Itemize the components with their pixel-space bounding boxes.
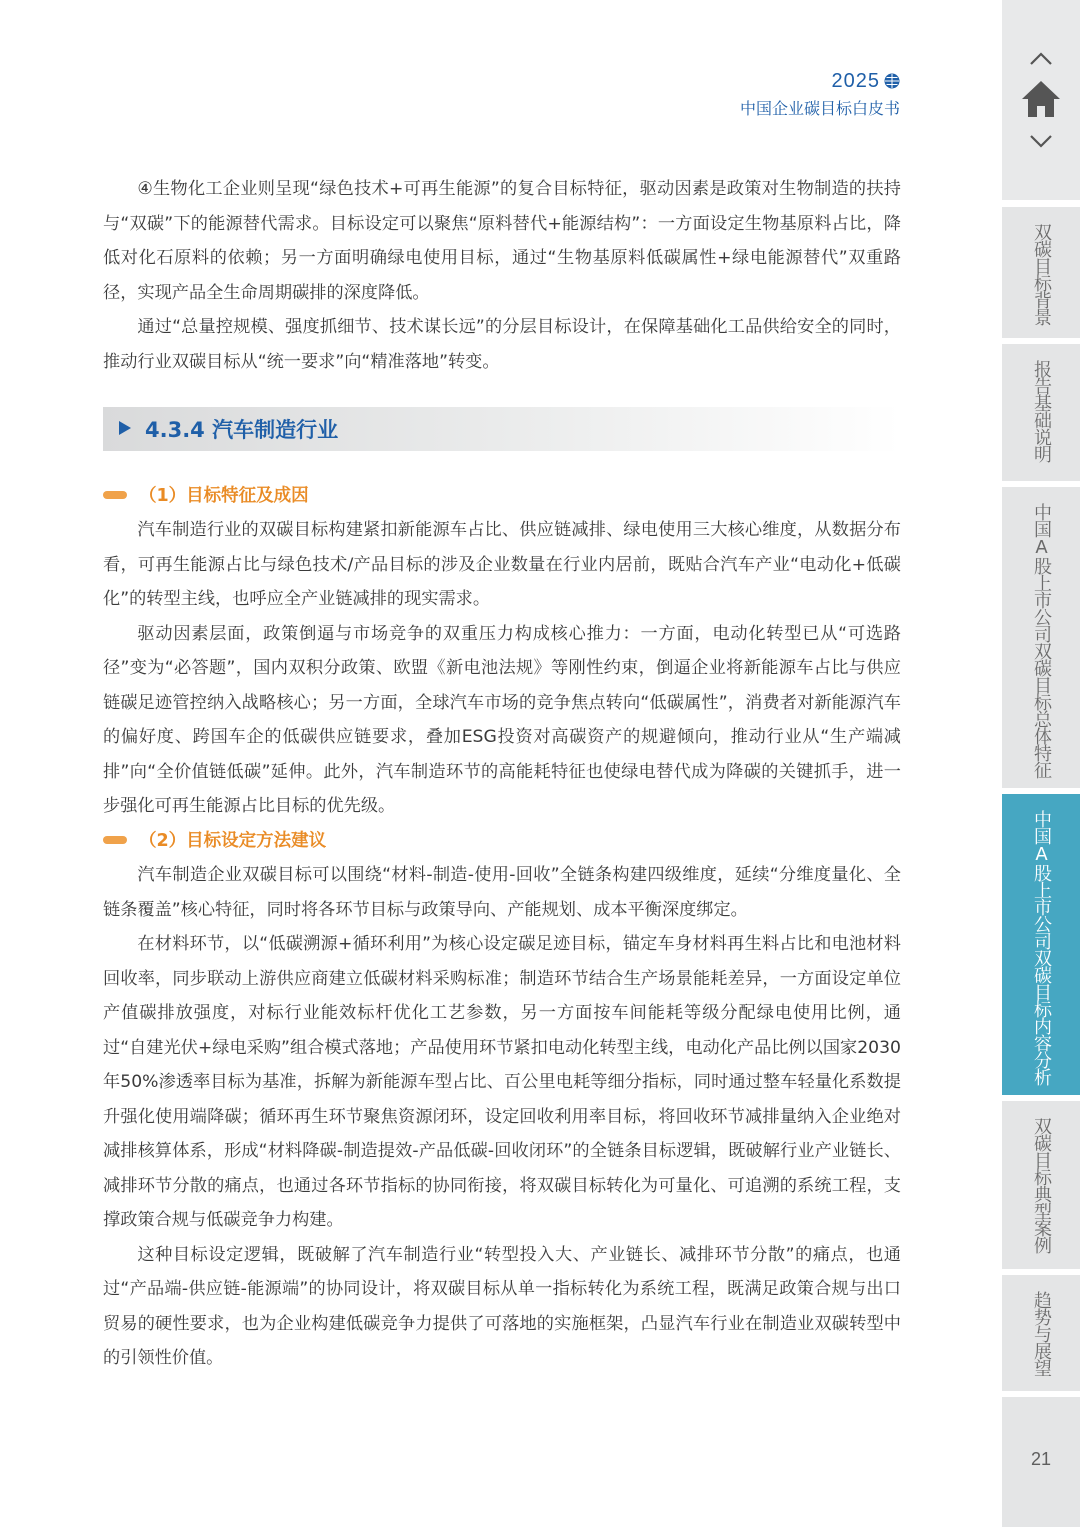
pill-bullet-icon	[103, 836, 127, 844]
paragraph: 汽车制造行业的双碳目标构建紧扣新能源车占比、供应链减排、绿电使用三大核心维度，从数据分布看，可再生能源占比与绿色技术/产品目标的涉及企业数量在行业内居前，既贴合汽车产业“电动化+低碳化”的转型主线，也呼应全产业链减排的现实需求。	[103, 520, 901, 609]
section-title: 4.3.4 汽车制造行业	[145, 418, 339, 442]
nav-tab-cases[interactable]	[1002, 1101, 1080, 1269]
paragraph: 通过“总量控规模、强度抓细节、技术谋长远”的分层目标设计，在保障基础化工品供给安全的同时，推动行业双碳目标从“统一要求”向“精准落地”转变。	[103, 317, 901, 372]
globe-icon	[884, 73, 900, 89]
nav-tab-label: 双碳目标典型案例	[1031, 1117, 1052, 1253]
triangle-bullet-icon	[119, 421, 131, 435]
paragraph: 驱动因素层面，政策倒逼与市场竞争的双重压力构成核心推力：一方面，电动化转型已从“可选路径”变为“必答题”，国内双积分政策、欧盟《新电池法规》等刚性约束，倒逼企业将新能源车占比与供应链碳足迹管控纳入战略核心；另一方面，全球汽车市场的竞争焦点转向“低碳属性”，消费者对新能源汽车的偏好度、跨国车企的低碳供应链要求，叠加ESG投资对高碳资产的规避倾向，推动行业从“生产端减排”向“全价值链低碳”延伸。此外，汽车制造环节的高能耗特征也使绿电替代成为降碳的关键抓手，进一步强化可再生能源占比目标的优先级。	[103, 623, 901, 816]
chevron-down-icon[interactable]	[1029, 134, 1053, 148]
page-number: 21	[1030, 1449, 1052, 1469]
pill-bullet-icon	[103, 491, 127, 499]
intro-text	[103, 172, 901, 379]
sub1-text	[103, 513, 901, 824]
nav-tab-overall-features[interactable]	[1002, 487, 1080, 788]
subheading-1	[103, 482, 309, 512]
paragraph: 这种目标设定逻辑，既破解了汽车制造行业“转型投入大、产业链长、减排环节分散”的痛点，也通过“产品端-供应链-能源端”的协同设计，将双碳目标从单一指标转化为系统工程，既满足政策合规与出口贸易的硬性要求，也为企业构建低碳竞争力提供了可落地的实施框架，凸显汽车行业在制造业双碳转型中的引领性价值。	[103, 1244, 901, 1368]
header-title: 中国企业碳目标白皮书	[739, 99, 900, 118]
nav-tab-label: 双碳目标背景	[1031, 223, 1052, 325]
nav-tab-basis[interactable]	[1002, 344, 1080, 481]
nav-tab-label: 报告基础说明	[1031, 360, 1052, 462]
nav-tab-content-analysis[interactable]	[1002, 794, 1080, 1095]
subheading-label: （2）目标设定方法建议	[139, 831, 327, 851]
nav-tab-label: 中国A股上市公司双碳目标总体特征	[1031, 503, 1052, 778]
header-year: 2025	[831, 70, 880, 92]
subheading-2	[103, 827, 326, 857]
chevron-up-icon[interactable]	[1029, 52, 1053, 66]
subheading-label: （1）目标特征及成因	[139, 486, 309, 506]
nav-tab-label: 趋势与展望	[1031, 1291, 1052, 1376]
paragraph: 汽车制造企业双碳目标可以围绕“材料-制造-使用-回收”全链条构建四级维度，延续“分维度量化、全链条覆盖”核心特征，同时将各环节目标与政策导向、产能规划、成本平衡深度绑定。	[103, 865, 901, 920]
paragraph: ④生物化工企业则呈现“绿色技术+可再生能源”的复合目标特征，驱动因素是政策对生物制造的扶持与“双碳”下的能源替代需求。目标设定可以聚焦“原料替代+能源结构”：一方面设定生物基原料占比，降低对化石原料的依赖；另一方面明确绿电使用目标，通过“生物基原料低碳属性+绿电能源替代”双重路径，实现产品全生命周期碳排的深度降低。	[103, 179, 901, 303]
home-icon[interactable]	[1020, 78, 1062, 120]
sub2-text	[103, 858, 901, 1376]
nav-tab-outlook[interactable]	[1002, 1275, 1080, 1391]
page-number-panel	[1002, 1397, 1080, 1527]
nav-tab-background[interactable]	[1002, 207, 1080, 338]
paragraph: 在材料环节，以“低碳溯源+循环利用”为核心设定碳足迹目标，锚定车身材料再生料占比和电池材料回收率，同步联动上游供应商建立低碳材料采购标准；制造环节结合生产场景能耗差异，一方面设定单位产值碳排放强度，对标行业能效标杆优化工艺参数，另一方面按车间能耗等级分配绿电使用比例，通过“自建光伏+绿电采购”组合模式落地；产品使用环节紧扣电动化转型主线，电动化产品比例以国家2030年50%渗透率目标为基准，拆解为新能源车型占比、百公里电耗等细分指标，同时通过整车轻量化系数提升强化使用端降碳；循环再生环节聚焦资源闭环，设定回收利用率目标，将回收环节减排量纳入企业绝对减排核算体系，形成“材料降碳-制造提效-产品低碳-回收闭环”的全链条目标逻辑，既破解行业产业链长、减排环节分散的痛点，也通过各环节指标的协同衔接，将双碳目标转化为可量化、可追溯的系统工程，支撑政策合规与低碳竞争力构建。	[103, 934, 901, 1230]
nav-tab-label: 中国A股上市公司双碳目标内容分析	[1031, 810, 1052, 1085]
section-heading	[103, 407, 901, 451]
